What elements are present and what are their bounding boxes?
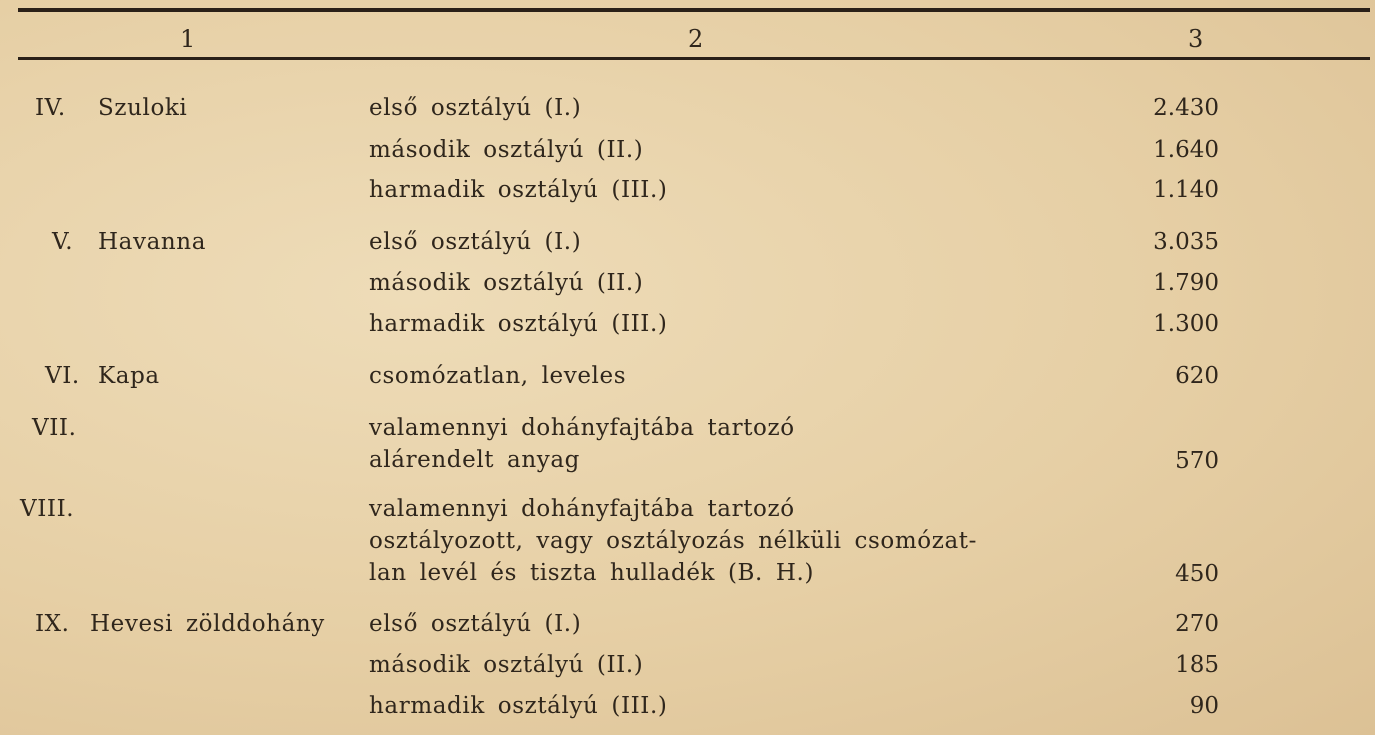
row-desc: csomózatlan, leveles	[369, 363, 627, 389]
row-roman: IV.	[35, 95, 66, 121]
row-roman: VIII.	[20, 496, 75, 522]
row-name: Havanna	[98, 229, 207, 255]
row-name: Kapa	[98, 363, 160, 389]
row-value: 1.640	[1153, 137, 1219, 163]
row-name: Hevesi zölddohány	[90, 611, 325, 637]
row-value: 3.035	[1153, 229, 1219, 255]
header-col-1: 1	[180, 25, 196, 53]
row-desc: második osztályú (II.)	[369, 270, 644, 296]
row-value: 185	[1175, 652, 1219, 678]
row-desc-line: alárendelt anyag	[369, 447, 580, 473]
row-value: 1.300	[1153, 311, 1219, 337]
row-value: 620	[1175, 363, 1219, 389]
row-roman: IX.	[35, 611, 70, 637]
row-desc: harmadik osztályú (III.)	[369, 177, 668, 203]
row-roman: VII.	[32, 415, 77, 441]
row-value: 570	[1175, 448, 1219, 474]
top-rule	[18, 8, 1370, 12]
header-rule	[18, 57, 1370, 60]
row-roman: V.	[52, 229, 74, 255]
row-desc-line: valamennyi dohányfajtába tartozó	[369, 415, 795, 441]
row-value: 90	[1189, 693, 1219, 719]
row-roman: VI.	[45, 363, 80, 389]
header-col-2: 2	[688, 25, 704, 53]
row-desc: első osztályú (I.)	[369, 95, 582, 121]
row-desc: második osztályú (II.)	[369, 137, 644, 163]
row-desc: második osztályú (II.)	[369, 652, 644, 678]
row-value: 450	[1175, 561, 1219, 587]
row-desc-line: osztályozott, vagy osztályozás nélküli csomózat-	[369, 528, 977, 554]
row-desc: első osztályú (I.)	[369, 611, 582, 637]
row-name: Szuloki	[98, 95, 188, 121]
row-desc: első osztályú (I.)	[369, 229, 582, 255]
row-desc-line: lan levél és tiszta hulladék (B. H.)	[369, 560, 815, 586]
row-value: 2.430	[1153, 95, 1219, 121]
row-value: 1.140	[1153, 177, 1219, 203]
header-col-3: 3	[1188, 25, 1204, 53]
row-value: 270	[1175, 611, 1219, 637]
row-desc-line: valamennyi dohányfajtába tartozó	[369, 496, 795, 522]
row-value: 1.790	[1153, 270, 1219, 296]
row-desc: harmadik osztályú (III.)	[369, 311, 668, 337]
row-desc: harmadik osztályú (III.)	[369, 693, 668, 719]
